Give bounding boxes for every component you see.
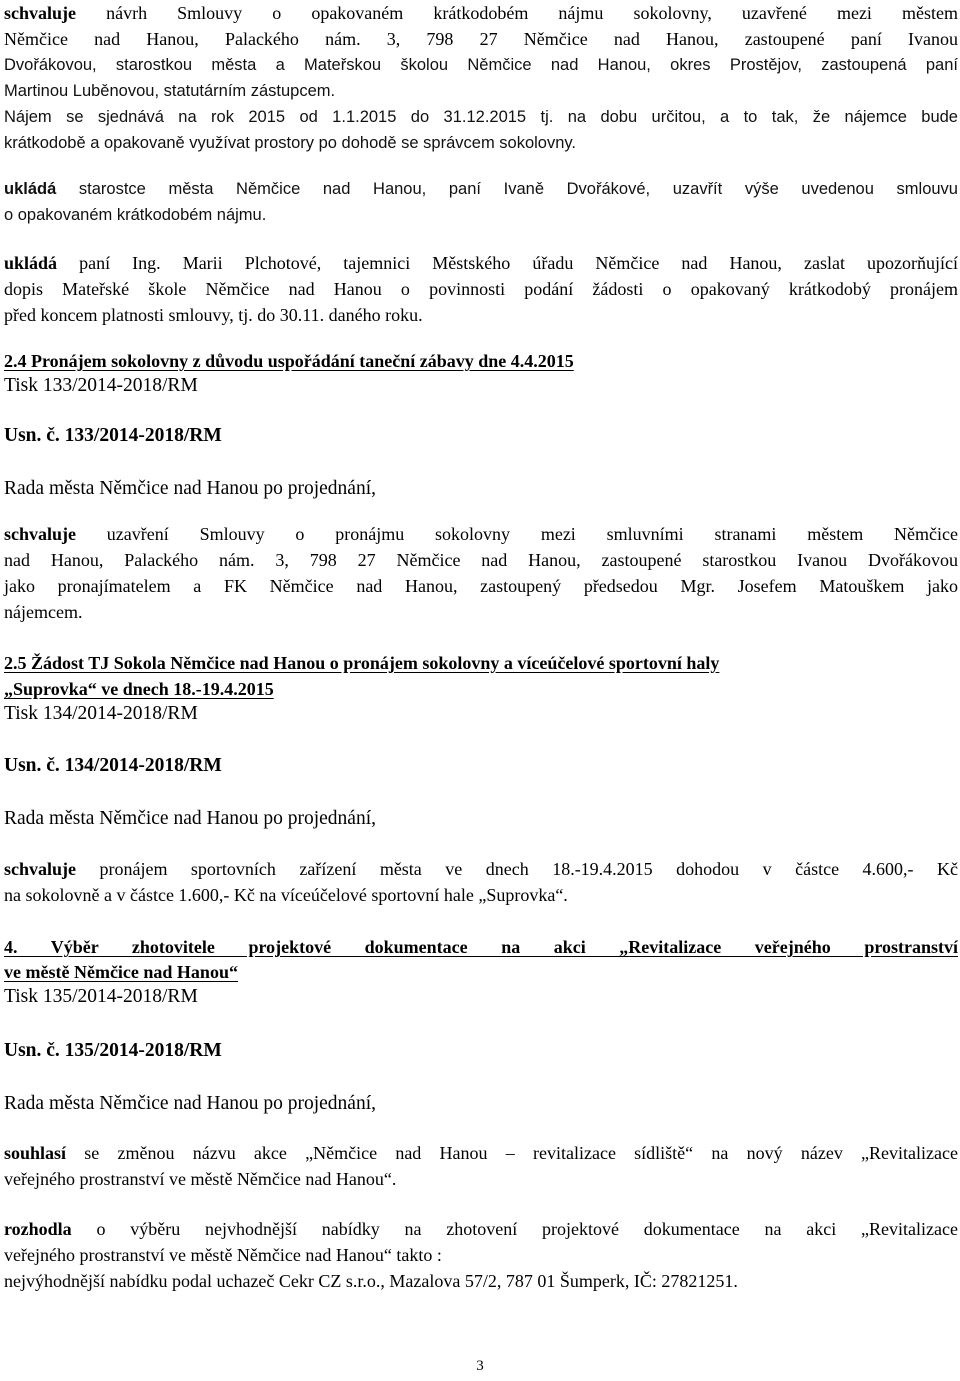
tisk-number: Tisk 135/2014-2018/RM bbox=[4, 986, 198, 1007]
text-line: souhlasí se změnou názvu akce „Němčice nad Hanou – revitalizace sídliště“ na nový název „Revitalizace bbox=[4, 1143, 958, 1163]
text-line: nájemcem. bbox=[4, 602, 83, 622]
council-intro: Rada města Němčice nad Hanou po projednání, bbox=[4, 478, 376, 499]
keyword-uklada: ukládá bbox=[4, 180, 57, 198]
text-line: Němčice nad Hanou, Palackého nám. 3, 798 27 Němčice nad Hanou, zastoupené paní Ivanou bbox=[4, 29, 958, 49]
section-2-4 bbox=[4, 348, 958, 398]
tisk-number: Tisk 134/2014-2018/RM bbox=[4, 703, 198, 724]
tisk-number: Tisk 133/2014-2018/RM bbox=[4, 375, 198, 396]
keyword-schvaluje: schvaluje bbox=[4, 859, 76, 879]
text-line: nejvýhodnější nabídku podal uchazeč Cekr CZ s.r.o., Mazalova 57/2, 787 01 Šumperk, IČ: 27821251. bbox=[4, 1271, 738, 1291]
keyword-souhlasi: souhlasí bbox=[4, 1143, 67, 1163]
text-line: Nájem se sjednává na rok 2015 od 1.1.2015 do 31.12.2015 tj. na dobu určitou, a to tak, že nájemce bude bbox=[4, 108, 958, 126]
page-number: 3 bbox=[476, 1358, 484, 1374]
keyword-uklada: ukládá bbox=[4, 253, 58, 273]
paragraph-ukl-starostce bbox=[4, 176, 958, 228]
section-heading: 2.4 Pronájem sokolovny z důvodu uspořádání taneční zábavy dne 4.4.2015 bbox=[4, 351, 574, 371]
paragraph-s25-schvaluje bbox=[4, 856, 958, 908]
text-line: veřejného prostranství ve městě Němčice nad Hanou“. bbox=[4, 1169, 397, 1189]
council-intro: Rada města Němčice nad Hanou po projednání, bbox=[4, 1093, 376, 1114]
text-line: schvaluje návrh Smlouvy o opakovaném krátkodobém nájmu sokolovny, uzavřené mezi městem bbox=[4, 3, 958, 23]
keyword-schvaluje: schvaluje bbox=[4, 524, 76, 544]
text-line: schvaluje pronájem sportovních zařízení města ve dnech 18.-19.4.2015 dohodou v částce 4.600,- Kč bbox=[4, 859, 958, 879]
paragraph-s4-souhlasi bbox=[4, 1140, 958, 1192]
text-line: veřejného prostranství ve městě Němčice nad Hanou“ takto : bbox=[4, 1245, 442, 1265]
text-line: na sokolovně a v částce 1.600,- Kč na víceúčelové sportovní hale „Suprovka“. bbox=[4, 885, 568, 905]
text-line: o opakovaném krátkodobém nájmu. bbox=[4, 206, 267, 224]
resolution-number: Usn. č. 134/2014-2018/RM bbox=[4, 755, 222, 776]
section-4 bbox=[4, 935, 958, 1009]
text-line: ukládá starostce města Němčice nad Hanou, paní Ivaně Dvořákové, uzavřít výše uvedenou smlouvu bbox=[4, 180, 958, 198]
section-heading: „Suprovka“ ve dnech 18.-19.4.2015 bbox=[4, 679, 274, 699]
section-heading: 4. Výběr zhotovitele projektové dokumentace na akci „Revitalizace veřejného prostranství bbox=[4, 937, 958, 957]
council-intro: Rada města Němčice nad Hanou po projednání, bbox=[4, 808, 376, 829]
resolution-number: Usn. č. 135/2014-2018/RM bbox=[4, 1040, 222, 1061]
text-line: schvaluje uzavření Smlouvy o pronájmu sokolovny mezi smluvními stranami městem Němčice bbox=[4, 524, 958, 544]
text-line: nad Hanou, Palackého nám. 3, 798 27 Němčice nad Hanou, zastoupené starostkou Ivanou Dvořákovou bbox=[4, 550, 958, 570]
resolution-number: Usn. č. 133/2014-2018/RM bbox=[4, 425, 222, 446]
text-line: krátkodobě a opakovaně využívat prostory po dohodě se správcem sokolovny. bbox=[4, 134, 577, 152]
text-line: dopis Mateřské škole Němčice nad Hanou o povinnosti podání žádosti o opakovaný krátkodobý pronájem bbox=[4, 279, 958, 299]
paragraph-s4-rozhodla bbox=[4, 1216, 958, 1294]
paragraph-ukl-tajemnici bbox=[4, 250, 958, 328]
text-line: jako pronajímatelem a FK Němčice nad Hanou, zastoupený předsedou Mgr. Josefem Matouškem jako bbox=[4, 576, 958, 596]
text-line: před koncem platnosti smlouvy, tj. do 30.11. daného roku. bbox=[4, 305, 423, 325]
paragraph-s24-schvaluje bbox=[4, 521, 958, 625]
section-heading: ve městě Němčice nad Hanou“ bbox=[4, 962, 238, 982]
text-line: Dvořákovou, starostkou města a Mateřskou školou Němčice nad Hanou, okres Prostějov, zastoupená paní bbox=[4, 56, 958, 74]
section-heading: 2.5 Žádost TJ Sokola Němčice nad Hanou o pronájem sokolovny a víceúčelové sportovní haly bbox=[4, 653, 720, 673]
text-line: rozhodla o výběru nejvhodnější nabídky na zhotovení projektové dokumentace na akci „Revitalizace bbox=[4, 1219, 958, 1239]
text-line: Martinou Luběnovou, statutárním zástupcem. bbox=[4, 82, 336, 100]
keyword-schvaluje: schvaluje bbox=[4, 3, 76, 23]
section-2-5 bbox=[4, 650, 958, 726]
keyword-rozhodla: rozhodla bbox=[4, 1219, 72, 1239]
paragraph-approval-lease bbox=[4, 0, 958, 156]
text-line: ukládá paní Ing. Marii Plchotové, tajemnici Městského úřadu Němčice nad Hanou, zaslat upozorňující bbox=[4, 253, 958, 273]
